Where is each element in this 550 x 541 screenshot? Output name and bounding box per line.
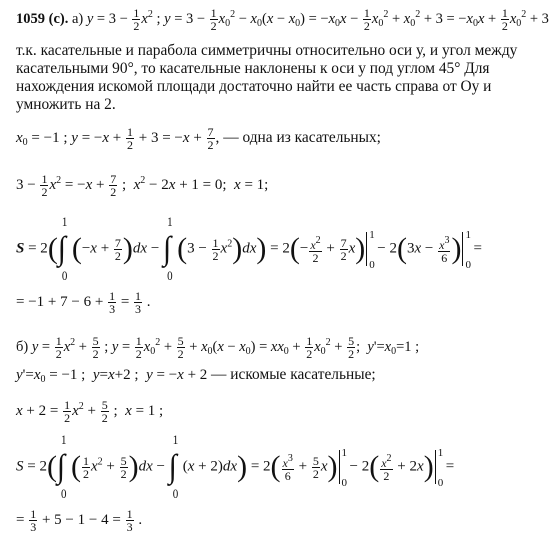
paragraph-line-2: касательными 90°, то касательные наклонены к оси у под углом 45° Для — [16, 60, 490, 77]
line-result-b: = $\frac{1}{3}$ + 5 − 1 − 4 = $\frac{1}{3}$ . — [16, 507, 143, 534]
line-1: 1059 (с). а) y = 3 − $\frac{1}{2}$ $x^2$ ; y = 3 − $\frac{1}{2}$ $x_0^2 - x_0(x - x_0) = -x_0x$ − $\frac{1}{2}$ $x_0^2 + x_0^2 + 3 = -x_0x$ + $\frac{1}{2}$ $x_0^2 + 3$ — [16, 6, 549, 34]
paragraph-line-1: т.к. касательные и парабола симметричны относительно оси у, и угол между — [16, 42, 518, 59]
line-tangent: $x_0 = -1$ ; y = −x + $\frac{1}{2}$ + 3 = −x + $\frac{7}{2}$ , — одна из касательных; — [16, 125, 381, 152]
part-b-label: б) — [16, 339, 29, 355]
part-a-label: а) — [71, 11, 84, 27]
problem-number: 1059 (с). — [16, 11, 69, 27]
line-b2: $y'=x_0 = -1$ ; y=x+2 ; y = −x + 2 — искомые касательные; — [16, 366, 376, 385]
line-integral-a: S = 2(∫ 1 0 (−x + $\frac{7}{2}$ )dx − ∫ 1 0 (3 − $\frac{1}{2}$ $x^2)dx) = 2(-$ $\frac{x^2}{2}$ + $\frac{7}{2}$ x) 1 0 − 2(3x − $\frac{x^3}{6}$ ) 1 0 = — [16, 216, 482, 284]
line-integral-b: S = 2(∫ 1 0 ( $\frac{1}{2}$ $x^2$ + $\frac{5}{2}$ )dx − ∫ 1 0 (x + 2)dx) = 2( $\frac{x^3}{6}$ + $\frac{5}{2}$ x) 1 0 − 2( $\frac{x^2}{2}$ + 2x) 1 0 = — [16, 434, 455, 502]
paragraph-line-3: нахождения искомой площади достаточно найти ее часть справа от Оу и — [16, 78, 492, 95]
paragraph-line-4: умножить на 2. — [16, 96, 116, 113]
line-equation: 3 − $\frac{1}{2}$ $x^2 = -x$ + $\frac{7}{2}$ ; $x^2 - 2x + 1 = 0$; x = 1; — [16, 172, 269, 200]
line-b3: x + 2 = $\frac{1}{2}$ $x^2$ + $\frac{5}{2}$ ; x = 1 ; — [16, 398, 164, 426]
line-b1: б) y = $\frac{1}{2}$ $x^2$ + $\frac{5}{2}$ ; y = $\frac{1}{2}$ $x_0^2$ + $\frac{5}{2}$ + $x_0(x - x_0) = xx_0$ + $\frac{1}{2}$ $x_0^2$ + $\frac{5}{2}$ ; $y'=x_0=1$ ; — [16, 334, 420, 362]
line-result-a: = −1 + 7 − 6 + $\frac{1}{3}$ = $\frac{1}{3}$ . — [16, 289, 151, 316]
